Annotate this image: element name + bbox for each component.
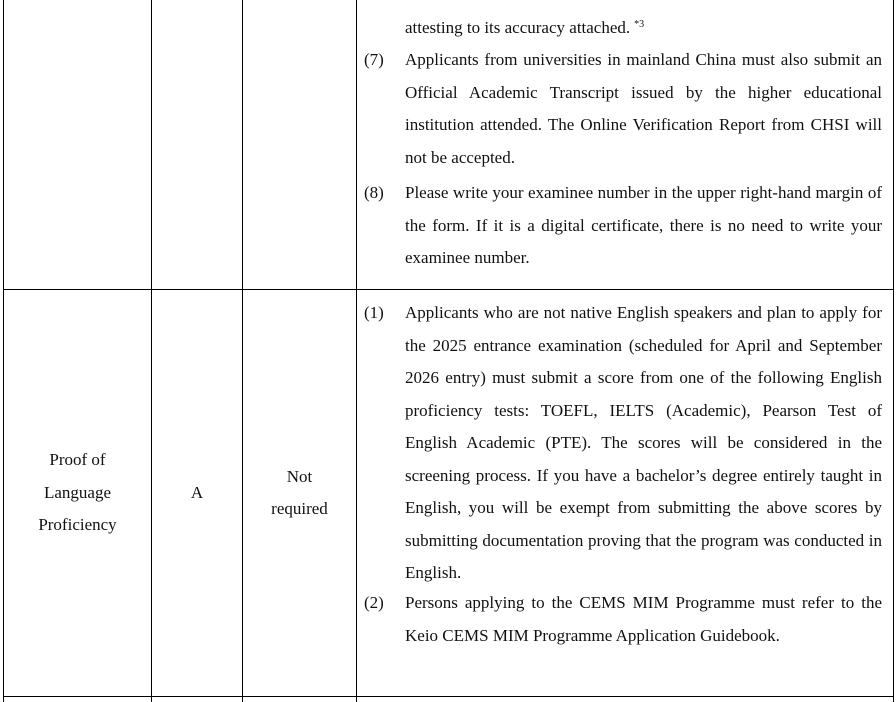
fragment-text: attesting to its accuracy attached. xyxy=(405,18,631,37)
category-value: A xyxy=(190,482,204,502)
item-text: Persons applying to the CEMS MIM Programme must refer to the Keio CEMS MIM Programme Application Guidebook. xyxy=(405,593,882,645)
requirement-line: Not xyxy=(286,466,313,486)
requirement-cell xyxy=(243,290,356,696)
column-divider-3 xyxy=(356,0,357,702)
item-number: (7) xyxy=(364,50,384,69)
table-bottom-border xyxy=(3,696,894,697)
category-cell xyxy=(152,290,242,696)
item-text: Please write your examinee number in the upper right-hand margin of the form. If it is a digital certificate, there is no need to write your examinee number. xyxy=(405,183,882,267)
document-name-line: Proof of xyxy=(49,450,106,470)
footnote-marker: *3 xyxy=(634,19,645,30)
item-number: (8) xyxy=(364,183,384,202)
document-name-line: Proficiency xyxy=(38,515,117,535)
requirement-line: required xyxy=(271,499,328,518)
item-text: Applicants from universities in mainland China must also submit an Official Academic Transcript issued by the higher educational institution attended. The Online Verification Report from CHSI will not be accepted. xyxy=(405,50,882,167)
item-text: Applicants who are not native English speakers and plan to apply for the 2025 entrance examination (scheduled for April and September 2026 entry) must submit a score from one of the following English proficiency tests: TOEFL, IELTS (Academic), Pearson Test of English Academic (PTE). The scores will be considered in the screening process. If you have a bachelor’s degree entirely taught in English, you will be exempt from submitting the above scores by submitting documentation proving that the program was conducted in English. xyxy=(405,303,882,582)
document-name-cell xyxy=(4,290,151,696)
table-right-border xyxy=(893,0,894,702)
document-name-line: Language xyxy=(43,482,111,502)
item-number: (2) xyxy=(364,593,384,612)
item-number: (1) xyxy=(364,303,384,322)
